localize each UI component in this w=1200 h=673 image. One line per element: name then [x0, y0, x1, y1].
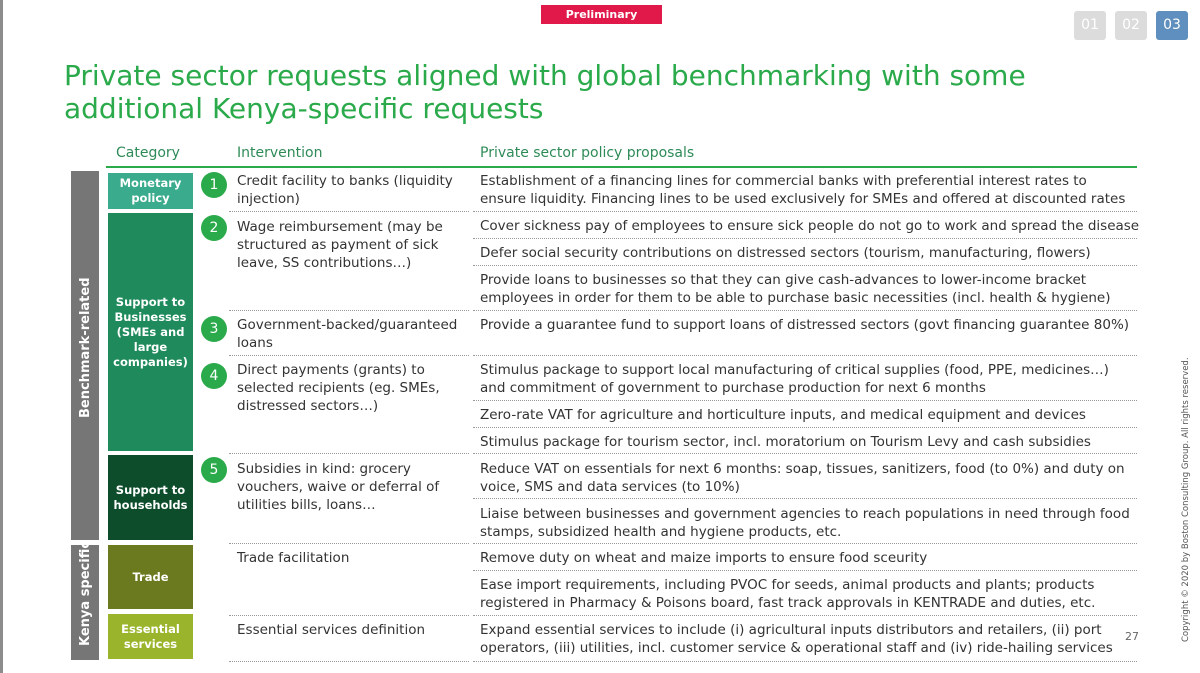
intervention-number-badge: 3 — [201, 316, 227, 342]
header-intervention: Intervention — [237, 145, 323, 161]
proposal-separator — [473, 238, 1137, 239]
proposal-line: registered in Pharmacy & Poisons board, fast track approvals in KENTRADE and duties, etc. — [480, 595, 1096, 611]
header-underline — [106, 166, 1137, 168]
intervention-number-badge: 4 — [201, 363, 227, 389]
proposal-line: operators, (iii) utilities, incl. customer service & operational staff and (iv) ride-hailing services — [480, 640, 1113, 656]
header-category: Category — [116, 145, 180, 161]
category-support-businesses — [108, 213, 193, 451]
proposal-line: Ease import requirements, including PVOC for seeds, animal products and plants; products — [480, 577, 1095, 593]
proposal-row — [480, 271, 1140, 307]
category-label: Trade — [132, 569, 169, 584]
intervention-separator — [229, 310, 469, 311]
proposal-line: employees in order for them to be able to purchase basic necessities (incl. health & hygiene) — [480, 290, 1111, 306]
proposal-row — [480, 621, 1140, 657]
proposal-line: Provide a guarantee fund to support loans of distressed sectors (govt financing guarantee 80%) — [480, 317, 1130, 333]
pager-button-01[interactable]: 01 — [1074, 11, 1106, 40]
proposal-separator — [473, 355, 1137, 356]
category-label: Essential services — [121, 621, 180, 651]
proposal-line: Defer social security contributions on distressed sectors (tourism, manufacturing, flowers) — [480, 245, 1091, 261]
intervention-text: Trade facilitation — [237, 550, 350, 566]
page-number: 27 — [1125, 630, 1139, 643]
intervention-separator — [229, 453, 469, 454]
proposal-row — [480, 549, 1140, 567]
pager-button-02[interactable]: 02 — [1115, 11, 1147, 40]
intervention-text: Credit facility to banks (liquidity injection) — [237, 173, 453, 207]
intervention-text: Government-backed/guaranteed loans — [237, 317, 458, 351]
proposal-line: Stimulus package for tourism sector, incl. moratorium on Tourism Levy and cash subsidies — [480, 434, 1091, 450]
intervention-number-badge: 2 — [201, 215, 227, 241]
proposal-line: Provide loans to businesses so that they can give cash-advances to lower-income bracket — [480, 272, 1087, 288]
proposal-line: and commitment of government to purchase production for next 6 months — [480, 380, 986, 396]
intervention-separator — [229, 615, 469, 616]
category-label: Support to Businesses (SMEs and large companies) — [113, 294, 188, 369]
intervention-separator — [229, 661, 469, 662]
category-essential-services — [108, 614, 193, 659]
proposal-line: ensure liquidity. Financing lines to be used exclusively for SMEs and offered at discounted rates — [480, 191, 1126, 207]
proposal-line: Cover sickness pay of employees to ensure sick people do not go to work and spread the disease — [480, 218, 1140, 234]
proposal-separator — [473, 498, 1137, 499]
proposal-separator — [473, 310, 1137, 311]
copyright-notice: Copyright © 2020 by Boston Consulting Group. All rights reserved. — [1181, 357, 1191, 642]
proposal-line: Zero-rate VAT for agriculture and horticulture inputs, and medical equipment and devices — [480, 407, 1086, 423]
proposal-line: Reduce VAT on essentials for next 6 months: soap, tissues, sanitizers, food (to 0%) and duty on — [480, 461, 1125, 477]
proposal-row — [480, 505, 1140, 541]
intervention-text: Direct payments (grants) to selected recipients (eg. SMEs, distressed sectors…) — [237, 362, 440, 414]
proposal-separator — [473, 427, 1137, 428]
proposal-line: Establishment of a financing lines for commercial banks with preferential interest rates to — [480, 173, 1087, 189]
intervention-number-badge: 1 — [201, 172, 227, 198]
group-label-benchmark: Benchmark-related — [78, 277, 93, 418]
intervention-separator — [229, 355, 469, 356]
category-label: Support to households — [113, 482, 188, 512]
category-label: Monetary policy — [119, 176, 182, 205]
proposal-row — [480, 172, 1140, 208]
proposal-separator — [473, 543, 1137, 544]
proposal-row — [480, 316, 1140, 334]
proposal-separator — [473, 570, 1137, 571]
slide-title: Private sector requests aligned with global benchmarking with some additional Kenya-specific requests — [64, 59, 1026, 125]
intervention-separator — [229, 543, 469, 544]
intervention-separator — [229, 211, 469, 212]
proposal-row — [480, 244, 1140, 262]
proposal-row — [480, 433, 1140, 451]
proposal-row — [480, 406, 1140, 424]
pager-button-03[interactable]: 03 — [1156, 11, 1188, 40]
proposal-row — [480, 217, 1140, 235]
intervention-text: Essential services definition — [237, 622, 426, 638]
proposal-line: Liaise between businesses and government agencies to reach populations in need through food — [480, 506, 1130, 522]
proposal-separator — [473, 400, 1137, 401]
proposal-line: Remove duty on wheat and maize imports to ensure food sceurity — [480, 550, 928, 566]
proposal-separator — [473, 265, 1137, 266]
intervention-number-badge: 5 — [201, 457, 227, 483]
group-band-benchmark — [71, 171, 99, 540]
preliminary-badge: Preliminary — [541, 5, 662, 24]
proposal-separator — [473, 615, 1137, 616]
proposal-line: Expand essential services to include (i) agricultural inputs distributors and retailers, (ii) port — [480, 622, 1102, 638]
proposal-line: voice, SMS and data services (to 10%) — [480, 479, 740, 495]
group-label-kenya: Kenya specific — [78, 540, 93, 646]
category-support-households — [108, 455, 193, 540]
proposal-separator — [473, 453, 1137, 454]
proposal-line: stamps, subsidized health and hygiene products, etc. — [480, 524, 842, 540]
proposal-row — [480, 576, 1140, 612]
slide-left-edge — [0, 0, 3, 673]
intervention-text: Subsidies in kind: grocery vouchers, waive or deferral of utilities bills, loans… — [237, 461, 440, 513]
proposal-row — [480, 460, 1140, 496]
header-proposals: Private sector policy proposals — [480, 145, 695, 161]
category-trade — [108, 545, 193, 609]
proposal-row — [480, 361, 1140, 397]
proposal-line: Stimulus package to support local manufacturing of critical supplies (food, PPE, medicines…) — [480, 362, 1109, 378]
proposal-separator — [473, 211, 1137, 212]
group-band-kenya — [71, 540, 99, 660]
intervention-text: Wage reimbursement (may be structured as payment of sick leave, SS contributions…) — [237, 219, 443, 271]
category-monetary-policy — [108, 173, 193, 209]
proposal-separator — [473, 661, 1137, 662]
